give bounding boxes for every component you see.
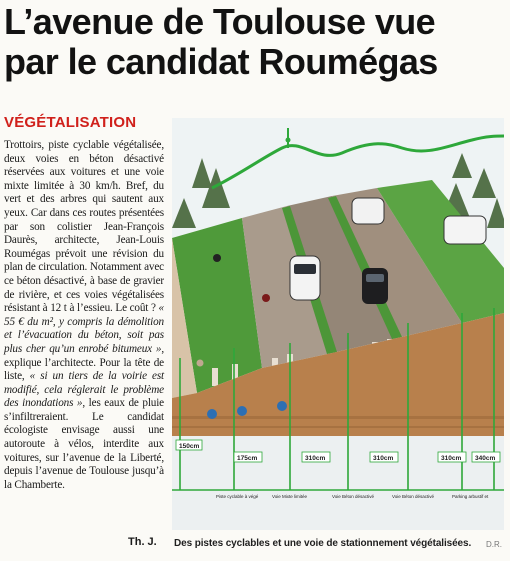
section-kicker: VÉGÉTALISATION xyxy=(4,114,137,131)
article-paragraph xyxy=(4,139,164,492)
quote-cost: « 55 € du m², y compris la démolition et l’évacuation du béton, soit pas plus cher qu’un enrobé bitumeux » xyxy=(4,302,164,355)
lane-label: Voie Béton désactivé xyxy=(392,494,435,499)
author-signature: Th. J. xyxy=(128,536,157,548)
street-illustration xyxy=(172,118,504,530)
dimension-label: 310cm xyxy=(305,455,326,462)
headline xyxy=(4,2,508,82)
headline-line-2: par le candidat Roumégas xyxy=(4,41,438,82)
car-white-1 xyxy=(290,256,320,300)
car-white-2 xyxy=(352,198,384,224)
car-white-3 xyxy=(444,216,486,244)
article-body xyxy=(4,139,164,492)
lane-label: Voie Béton désactivé xyxy=(332,494,375,499)
headline-line-1: L’avenue de Toulouse vue xyxy=(4,1,436,42)
dimension-label: 340cm xyxy=(475,455,496,462)
lane-label: Voie Mixte limitée xyxy=(272,494,308,499)
dimension-label: 150cm xyxy=(179,443,200,450)
lane-label: Piste cyclable à végé xyxy=(216,494,259,499)
street-render xyxy=(172,118,504,530)
dimension-label: 175cm xyxy=(237,455,258,462)
body-text: Trottoirs, piste cyclable végétalisée, deux voies en béton désactivé réservées aux voitures et une voie mixte limitée à 30 km/h. Bref, du vert et des arbres qui sautent aux yeux. Car dans ces routes présentées par son colistier Jean-François Daurès, architecte, Jean-Louis Roumégas prévoit une révision du plan de circulation. Notamment avec ce béton désactivé, à base de gravier de rivière, et ces voies végétalisées résistant à 12 t à l’essieu. Le coût ? xyxy=(4,139,164,315)
car-black xyxy=(362,268,388,304)
body-text: , les eaux de pluie s’infiltreraient. Le candidat écologiste envisage aussi une autoroute à vélos, interdite aux voitures, sur l’avenue de la Liberté, depuis l’avenue de Toulouse jusqu’à la Chamberte. xyxy=(4,397,164,491)
dimension-label: 310cm xyxy=(441,455,462,462)
dimension-label: 310cm xyxy=(373,455,394,462)
figure-caption: Des pistes cyclables et une voie de stationnement végétalisées. xyxy=(174,538,472,549)
lane-label: Parking arbustif et xyxy=(452,494,489,499)
photo-credit: D.R. xyxy=(486,540,502,549)
quote-flooding: « si un tiers de la voirie est modifié, cela réglerait le problème des inondations » xyxy=(4,370,164,410)
body-text: , explique l’architecte. Pour la tête de liste, xyxy=(4,342,164,383)
